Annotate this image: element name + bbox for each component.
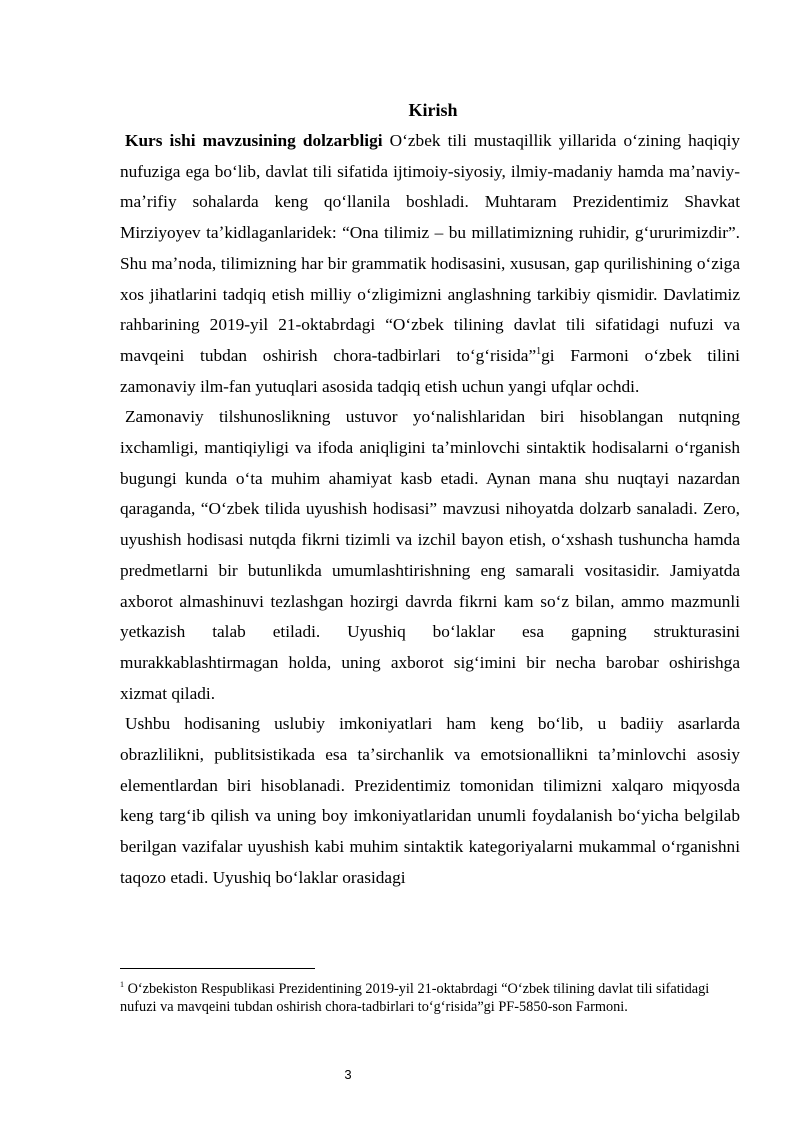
paragraph-2: Zamonaviy tilshunoslikning ustuvor yoʻnalishlaridan biri hisoblangan nutqning ixchamligi, mantiqiyligi va ifoda aniqligini taʼminlovchi sintaktik hodisalarni oʻrganish bugungi kunda oʻta muhim ahamiyat kasb etadi. Aynan mana shu nuqtayi nazardan qaraganda, “Oʻzbek tilida uyushish hodisasi” mavzusi nihoyatda dolzarb sanaladi. Zero, uyushish hodisasi nutqda fikrni tizimli va izchil bayon etish, oʻxshash tushuncha hamda predmetlarni bir butunlikda umumlashtirishning eng samarali vositasidir. Jamiyatda axborot almashinuvi tezlashgan hozirgi davrda fikrni kam soʻz bilan, ammo mazmunli yetkazish talab etiladi. Uyushiq boʻlaklar esa gapning strukturasini murakkablashtirmagan holda, uning axborot sigʻimini bir necha barobar oshirishga xizmat qiladi. bbox=[120, 407, 740, 703]
body-text bbox=[120, 126, 740, 894]
footnote-ref[interactable]: 1 bbox=[536, 346, 542, 358]
footnote bbox=[120, 976, 730, 1016]
footnote-text: Oʻzbekiston Respublikasi Prezidentining 2019-yil 21-oktabrdagi “Oʻzbek tilining davlat tili sifatidagi nufuzi va mavqeini tubdan oshirish chora-tadbirlari toʻgʻrisida”gi PF-5850-son Farmoni. bbox=[120, 980, 710, 1015]
footnote-separator bbox=[120, 968, 315, 969]
page-number: 3 bbox=[344, 1067, 352, 1082]
paragraph-lead: Kurs ishi mavzusining dolzarbligi bbox=[125, 131, 383, 150]
section-title: Kirish bbox=[408, 100, 458, 120]
paragraph-1-text-cont: gi Farmoni oʻzbek tilini zamonaviy ilm-fan yutuqlari asosida tadqiq etish uchun yangi ufqlar ochdi. bbox=[120, 345, 740, 396]
footnote-mark: 1 bbox=[120, 980, 124, 989]
paragraph-3: Ushbu hodisaning uslubiy imkoniyatlari ham keng boʻlib, u badiiy asarlarda obrazlilikni, publitsistikada esa taʼsirchanlik va emotsionallikni taʼminlovchi asosiy elementlardan biri hisoblanadi. Prezidentimiz tomonidan tilimizni xalqaro miqyosda keng targʻib qilish va uning boy imkoniyatlaridan unumli foydalanish boʻyicha belgilab berilgan vazifalar uyushish kabi muhim sintaktik kategoriyalarni mukammal oʻrganishni taqozo etadi. Uyushiq boʻlaklar orasidagi bbox=[120, 714, 740, 887]
paragraph-1-text: Oʻzbek tili mustaqillik yillarida oʻzining haqiqiy nufuziga ega boʻlib, davlat tili sifatida ijtimoiy-siyosiy, ilmiy-madaniy hamda maʼnaviy-maʼrifiy sohalarda keng qoʻllanila boshladi. Muhtaram Prezidentimiz Shavkat Mirziyoyev taʼkidlaganlaridek: “Ona tilimiz – bu millatimizning ruhidir, gʻururimizdir”. Shu maʼnoda, tilimizning har bir grammatik hodisasini, xususan, gap qurilishining oʻziga xos jihatlarini tadqiq etish milliy oʻzligimizni anglashning tarkibiy qismidir. Davlatimiz rahbarining 2019-yil 21-oktabrdagi “Oʻzbek tilining davlat tili sifatidagi nufuzi va mavqeini tubdan oshirish chora-tadbirlari toʻgʻrisida” bbox=[120, 131, 741, 365]
paragraph-1 bbox=[120, 126, 740, 402]
